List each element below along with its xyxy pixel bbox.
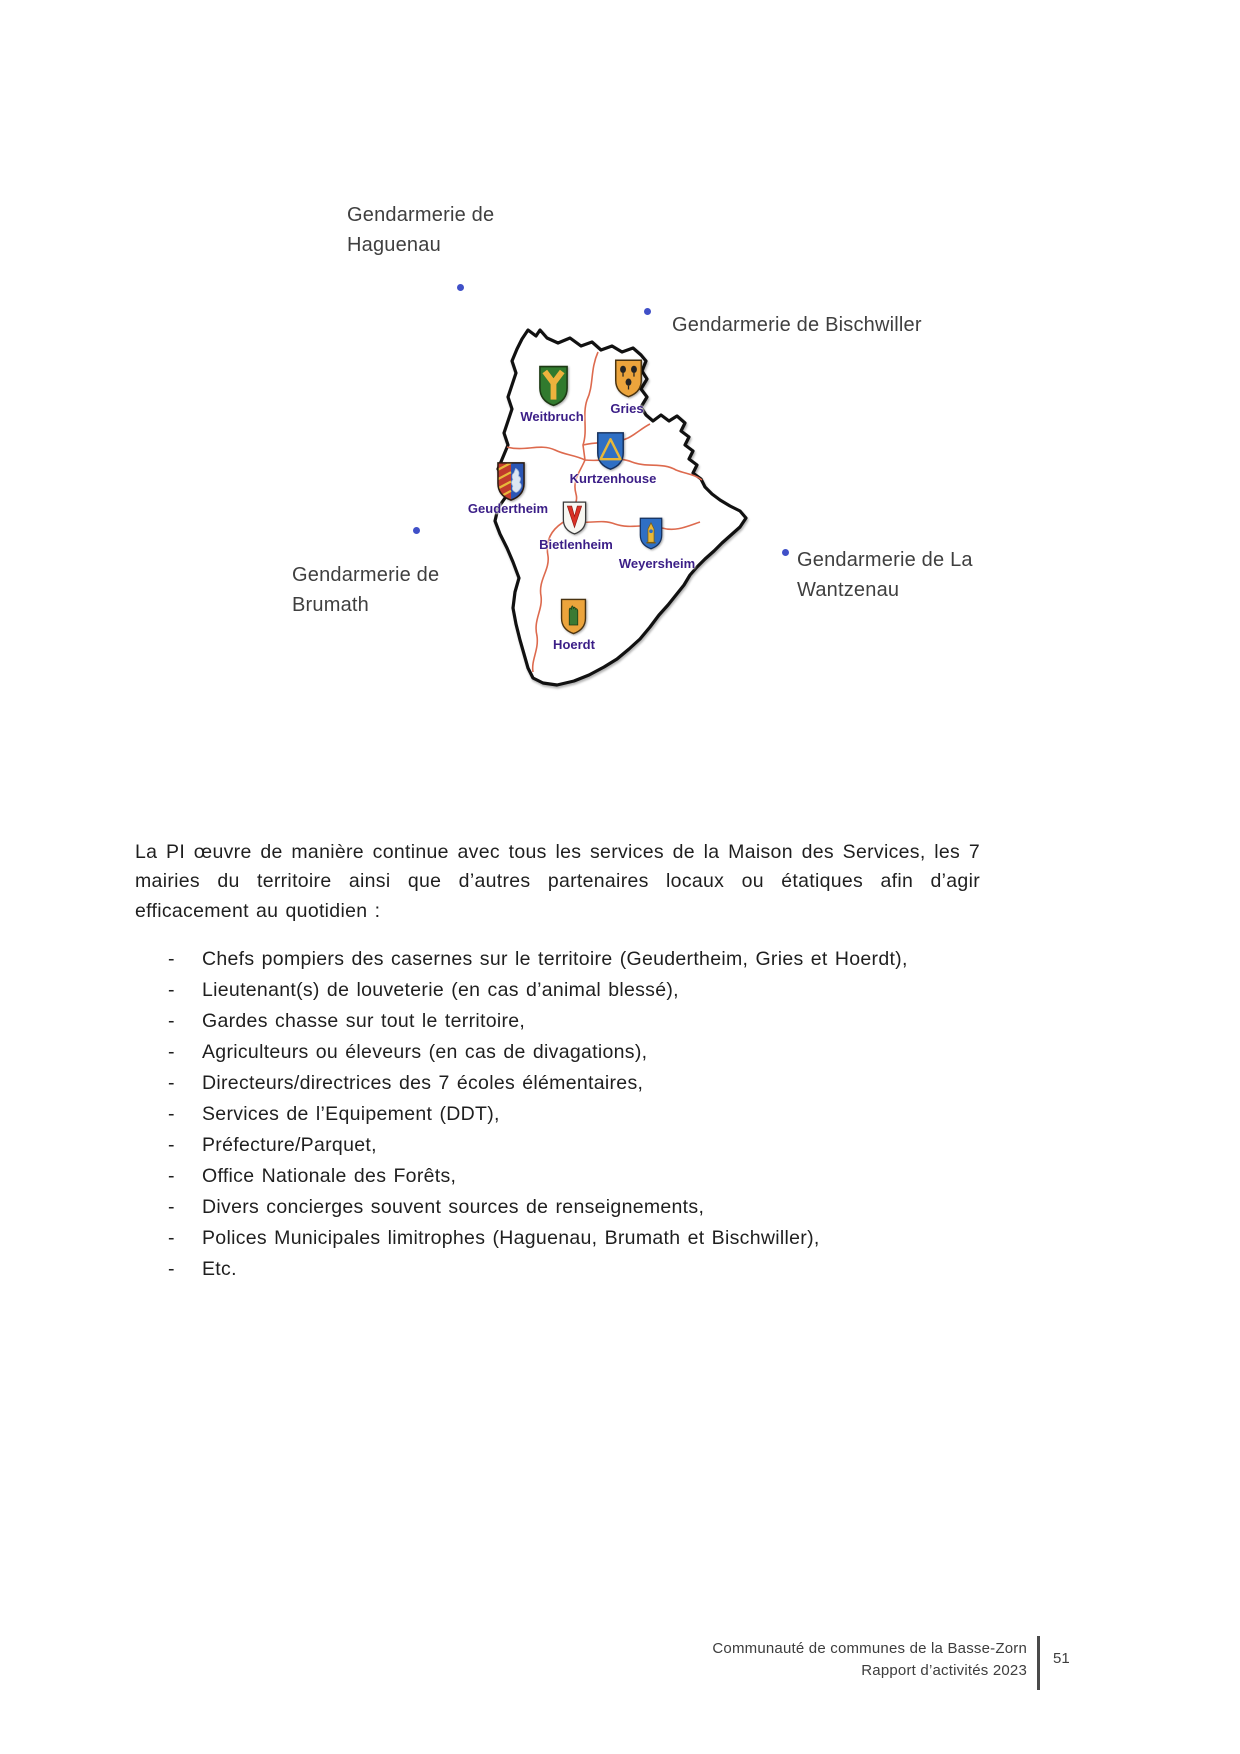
list-dash-marker: - xyxy=(168,1258,175,1280)
location-dot-icon xyxy=(413,527,420,534)
location-dot-icon xyxy=(457,284,464,291)
list-item-text: Chefs pompiers des casernes sur le territoire (Geudertheim, Gries et Hoerdt), xyxy=(202,948,908,970)
list-item xyxy=(168,1223,980,1253)
list-dash-marker: - xyxy=(168,1103,175,1125)
list-item-text: Etc. xyxy=(202,1258,237,1280)
label-line: Haguenau xyxy=(347,234,441,256)
territory-map xyxy=(0,0,1240,760)
bietlenheim-coat-of-arms-icon xyxy=(561,497,588,539)
commune-label-weyersheim: Weyersheim xyxy=(618,556,696,571)
weyersheim-coat-of-arms-icon xyxy=(638,513,664,554)
list-item xyxy=(168,944,980,974)
label-line: Gendarmerie de xyxy=(292,564,440,586)
list-item xyxy=(168,1099,980,1129)
footer-report-line: Rapport d’activités 2023 xyxy=(861,1662,1027,1679)
label-line: Wantzenau xyxy=(797,579,900,601)
label-line: Brumath xyxy=(292,594,369,616)
list-dash-marker: - xyxy=(168,979,175,1001)
list-dash-marker: - xyxy=(168,948,175,970)
list-item xyxy=(168,1006,980,1036)
list-dash-marker: - xyxy=(168,1227,175,1249)
kurtzenhouse-coat-of-arms-icon xyxy=(595,431,626,471)
commune-label-hoerdt: Hoerdt xyxy=(553,637,595,652)
list-item xyxy=(168,975,980,1005)
gendarmerie-haguenau-label xyxy=(347,200,494,260)
list-dash-marker: - xyxy=(168,1134,175,1156)
list-item xyxy=(168,1068,980,1098)
list-dash-marker: - xyxy=(168,1072,175,1094)
footer-org-line: Communauté de communes de la Basse-Zorn xyxy=(712,1640,1027,1657)
page-number: 51 xyxy=(1053,1650,1070,1667)
list-dash-marker: - xyxy=(168,1010,175,1032)
list-dash-marker: - xyxy=(168,1165,175,1187)
label-line: Gendarmerie de Bischwiller xyxy=(672,314,922,336)
hoerdt-coat-of-arms-icon xyxy=(559,597,588,636)
commune-label-weitbruch: Weitbruch xyxy=(520,409,584,424)
intro-paragraph: La PI œuvre de manière continue avec tous les services de la Maison des Services, les 7 mairies du territoire ainsi que d’autres partenaires locaux ou étatiques afin d’agir efficacement au quotidien : xyxy=(135,840,980,922)
list-dash-marker: - xyxy=(168,1196,175,1218)
weitbruch-coat-of-arms-icon xyxy=(537,364,570,408)
label-line: Gendarmerie de La xyxy=(797,549,973,571)
gendarmerie-wantzenau-label xyxy=(797,545,973,605)
list-item-text: Polices Municipales limitrophes (Haguenau, Brumath et Bischwiller), xyxy=(202,1227,820,1249)
list-item-text: Gardes chasse sur tout le territoire, xyxy=(202,1010,526,1032)
list-item xyxy=(168,1192,980,1222)
list-item xyxy=(168,1254,980,1284)
list-item-text: Services de l’Equipement (DDT), xyxy=(202,1103,500,1125)
commune-label-geudertheim: Geudertheim xyxy=(467,501,549,516)
partner-list xyxy=(168,944,980,1285)
commune-label-bietlenheim: Bietlenheim xyxy=(539,537,613,552)
commune-label-kurtzenhouse: Kurtzenhouse xyxy=(569,471,657,486)
location-dot-icon xyxy=(644,308,651,315)
list-item-text: Divers concierges souvent sources de renseignements, xyxy=(202,1196,705,1218)
gries-coat-of-arms-icon xyxy=(613,357,644,400)
gendarmerie-bischwiller-label xyxy=(672,310,922,340)
gendarmerie-brumath-label xyxy=(292,560,439,620)
list-item xyxy=(168,1130,980,1160)
geudertheim-coat-of-arms-icon xyxy=(495,461,527,502)
footer-divider xyxy=(1037,1636,1040,1690)
map-outline-graphic xyxy=(430,300,790,700)
location-dot-icon xyxy=(782,549,789,556)
list-item-text: Préfecture/Parquet, xyxy=(202,1134,377,1156)
list-item xyxy=(168,1161,980,1191)
list-dash-marker: - xyxy=(168,1041,175,1063)
list-item-text: Office Nationale des Forêts, xyxy=(202,1165,457,1187)
list-item-text: Lieutenant(s) de louveterie (en cas d’animal blessé), xyxy=(202,979,679,1001)
list-item-text: Directeurs/directrices des 7 écoles élémentaires, xyxy=(202,1072,644,1094)
commune-label-gries: Gries xyxy=(610,401,644,416)
list-item-text: Agriculteurs ou éleveurs (en cas de divagations), xyxy=(202,1041,648,1063)
page-footer xyxy=(712,1638,1027,1682)
list-item xyxy=(168,1037,980,1067)
label-line: Gendarmerie de xyxy=(347,204,495,226)
